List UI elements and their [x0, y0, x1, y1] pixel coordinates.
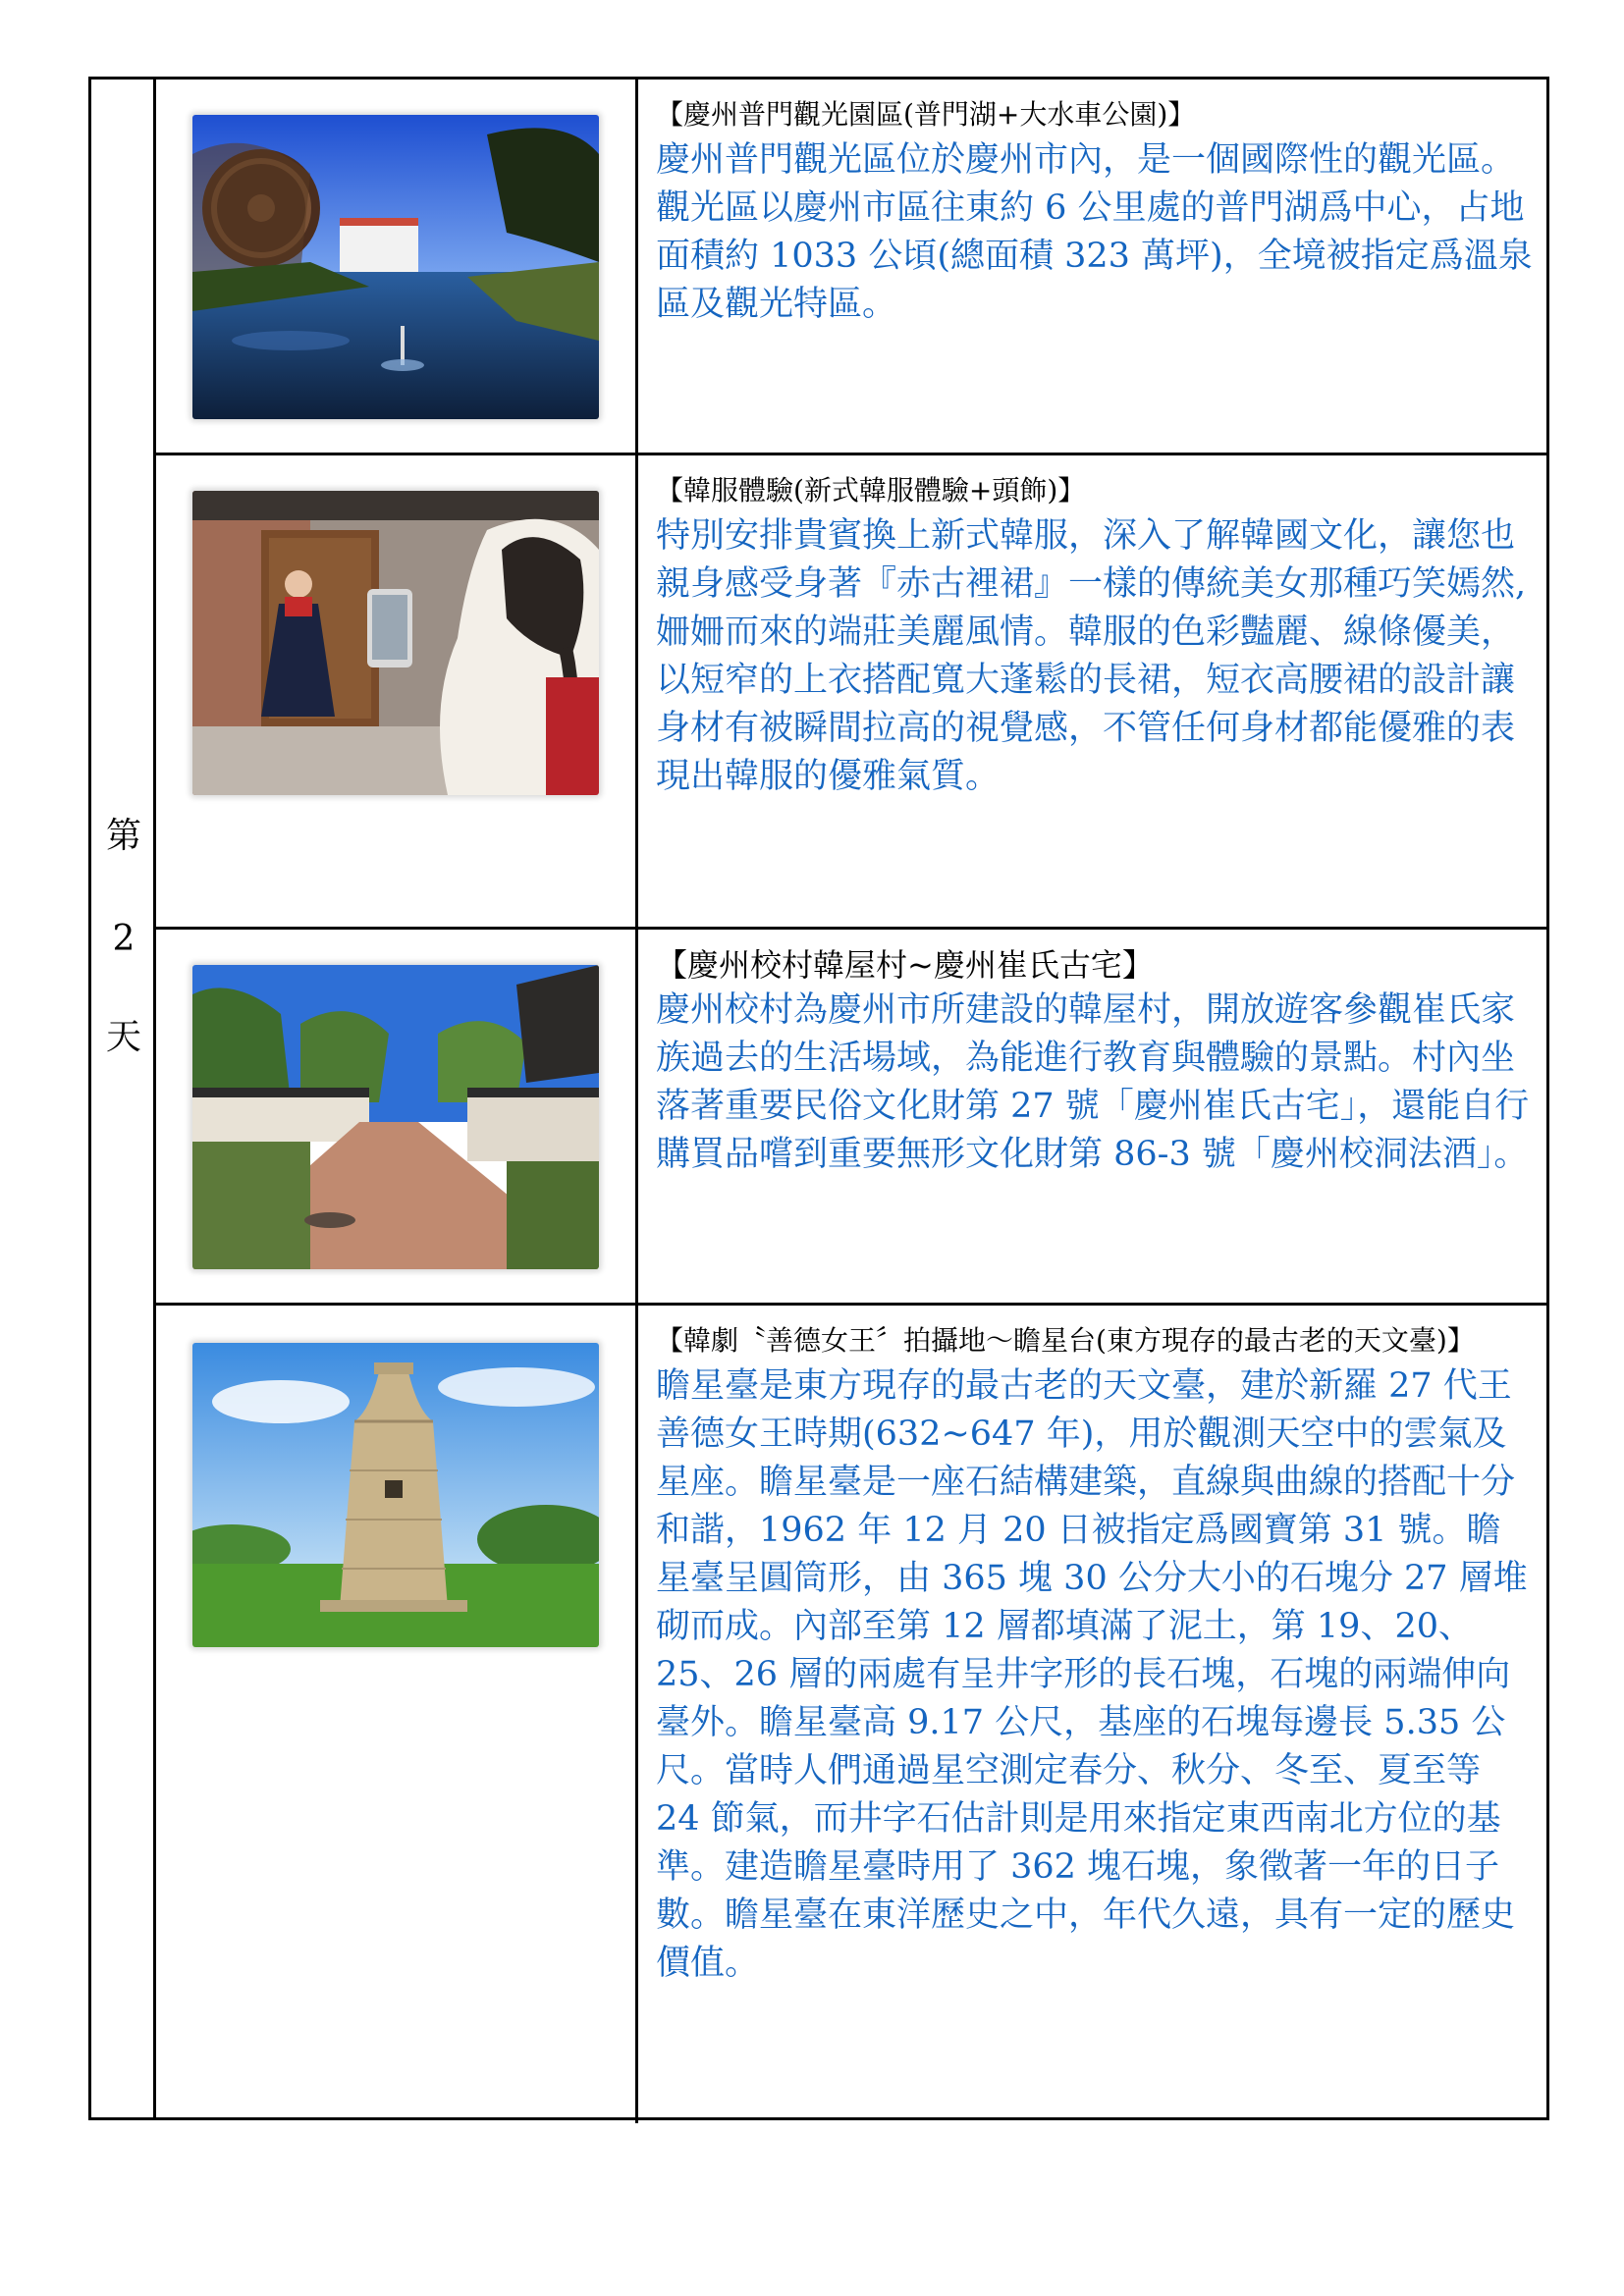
text-cell	[638, 80, 1546, 453]
day-column	[91, 80, 156, 2117]
itinerary-row	[156, 1306, 1546, 2123]
image-cell	[156, 1306, 638, 2123]
item-description: 慶州普門觀光區位於慶州市內，是一個國際性的觀光區。觀光區以慶州市區往東約 6 公里處的普門湖爲中心，占地面積約 1033 公頃(總面積 323 萬坪)，全境被指定爲溫泉區及觀光特區。	[656, 140, 1533, 324]
item-title: 【慶州校村韓屋村~慶州崔氏古宅】	[656, 946, 1154, 984]
text-cell	[638, 455, 1546, 927]
text-cell	[638, 1306, 1546, 2123]
day-label-number: 2	[112, 919, 135, 959]
cheomseongdae-observatory-photo	[192, 1343, 599, 1647]
hanbok-experience-photo	[192, 491, 599, 795]
day-label-char1: 第	[105, 816, 141, 856]
gyochon-hanok-village-photo	[192, 965, 599, 1269]
itinerary-row	[156, 80, 1546, 455]
itinerary-table	[88, 77, 1549, 2120]
bomun-lake-waterwheel-photo	[192, 115, 599, 419]
itinerary-row	[156, 930, 1546, 1306]
item-title: 【慶州普門觀光園區(普門湖+大水車公園)】	[656, 98, 1196, 131]
image-cell	[156, 455, 638, 927]
image-cell	[156, 930, 638, 1303]
itinerary-row	[156, 455, 1546, 930]
item-title: 【韓劇〝善德女王〞拍攝地～瞻星台(東方現存的最古老的天文臺)】	[656, 1324, 1475, 1357]
item-title: 【韓服體驗(新式韓服體驗+頭飾)】	[656, 474, 1086, 507]
image-cell	[156, 80, 638, 453]
item-description: 特別安排貴賓換上新式韓服，深入了解韓國文化，讓您也親身感受身著『赤古裡裙』一樣的傳統美女那種巧笑嫣然,姍姍而來的端莊美麗風情。韓服的色彩豔麗、線條優美，以短窄的上衣搭配寬大蓬鬆的長裙，短衣高腰裙的設計讓身材有被瞬間拉高的視覺感，不管任何身材都能優雅的表現出韓服的優雅氣質。	[656, 516, 1527, 796]
text-cell	[638, 930, 1546, 1303]
day-label-char2: 天	[105, 1017, 141, 1057]
item-description: 瞻星臺是東方現存的最古老的天文臺，建於新羅 27 代王善德女王時期(632~647 年)，用於觀測天空中的雲氣及星座。瞻星臺是一座石結構建築，直線與曲線的搭配十分和諧，1962 年 12 月 20 日被指定爲國寶第 31 號。瞻星臺呈圓筒形，由 365 塊 30 公分大小的石塊分 27 層堆砌而成。內部至第 12 層都填滿了泥土，第 19、20、25、26 層的兩處有呈井字形的長石塊，石塊的兩端伸向臺外。瞻星臺高 9.17 公尺，基座的石塊每邊長 5.35 公尺。當時人們通過星空測定春分、秋分、冬至、夏至等 24 節氣，而井字石估計則是用來指定東西南北方位的基準。建造瞻星臺時用了 362 塊石塊，象徵著一年的日子數。瞻星臺在東洋歷史之中，年代久遠，具有一定的歷史價值。	[656, 1366, 1528, 1983]
item-description: 慶州校村為慶州市所建設的韓屋村，開放遊客參觀崔氏家族過去的生活場域，為能進行教育與體驗的景點。村內坐落著重要民俗文化財第 27 號「慶州崔氏古宅」，還能自行購買品嚐到重要無形文化財第 86-3 號「慶州校洞法酒」。	[656, 990, 1530, 1174]
